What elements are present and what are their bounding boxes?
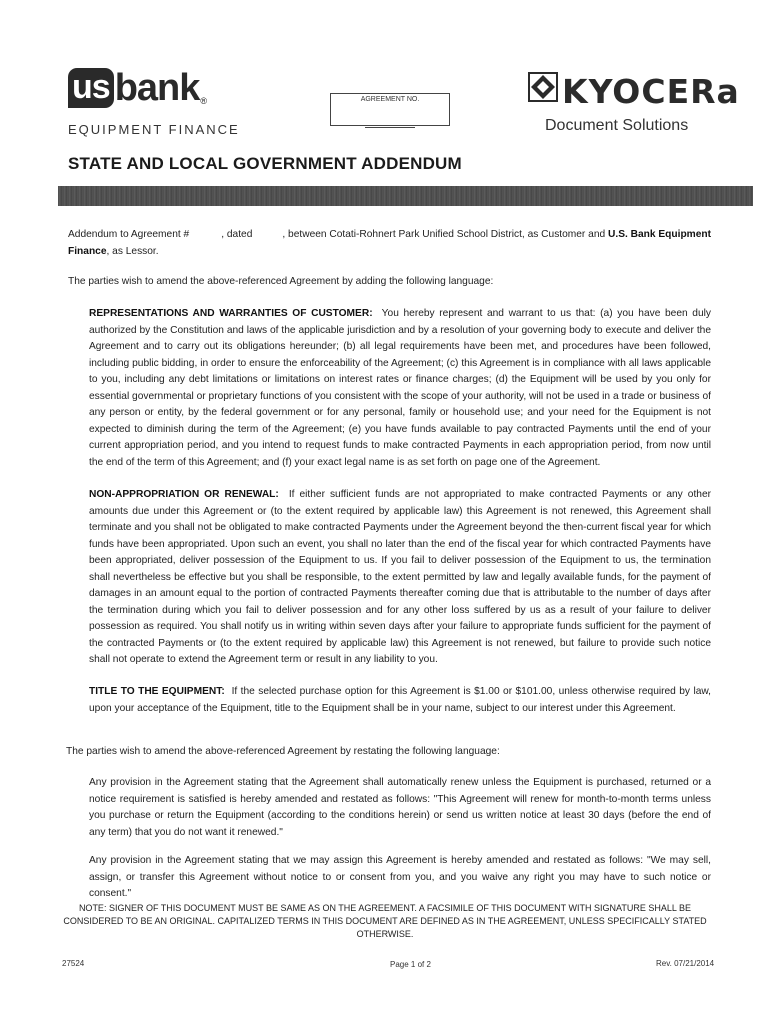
addendum-intro-paragraph xyxy=(68,227,711,260)
agreement-number-box xyxy=(330,93,450,126)
kyocera-logo xyxy=(528,72,740,112)
usbank-logo-us: us xyxy=(68,68,114,108)
non-appropriation-heading: NON-APPROPRIATION OR RENEWAL: xyxy=(89,489,279,500)
revision-date: Rev. 07/21/2014 xyxy=(656,959,715,968)
lessor-name: U.S. Bank Equipment Finance xyxy=(68,229,712,257)
addendum-text-a: Addendum to Agreement # xyxy=(68,229,190,240)
form-number: 27524 xyxy=(62,959,85,968)
title-equipment-heading: TITLE TO THE EQUIPMENT: xyxy=(89,686,225,697)
representations-text: You hereby represent and warrant to us that: (a) you have been duly authorized by the Constitution and laws of the applicable jurisdiction and by a resolution of your governing body to execute and deliver the Agreement and to carry out its obligations hereunder; (b) all legal requirements have been met, and procedures have been followed, including public bidding, in order to ensure the enforceability of the Agreement; (c) this Agreement is in compliance with all laws applicable to you, including any debt limitations or limitations on interest rates or finance charges; (d) the Equipment will be used by you only for essential governmental or proprietary functions of you consistent with the scope of your authority, will not be used in a trade or business of any person or entity, by the federal government or for any personal, family or household use; and your need for the Equipment is not expected to diminish during the term of the Agreement; (e) you have funds available to pay contracted Payments until the end of your current appropriation period, and you intend to request funds to make contracted Payments in each appropriation period, from now until the end of the term of this Agreement; and (f) your exact legal name is as set forth on page one of the Agreement. xyxy=(89,308,711,468)
page-number: Page 1 of 2 xyxy=(390,960,431,969)
usbank-logo xyxy=(68,68,207,108)
addendum-text-c: , between Cotati-Rohnert Park Unified School District, as Customer and xyxy=(282,229,608,240)
amend-restating-paragraph: The parties wish to amend the above-referenced Agreement by restating the following language: xyxy=(66,746,500,757)
representations-paragraph xyxy=(89,306,711,471)
kyocera-mark-icon xyxy=(528,72,558,107)
addendum-text-d: , as Lessor. xyxy=(106,245,159,257)
registered-mark: ® xyxy=(200,96,208,106)
representations-heading: REPRESENTATIONS AND WARRANTIES OF CUSTOMER: xyxy=(89,308,373,319)
non-appropriation-text: If either sufficient funds are not appropriated to make contracted Payments or any other amounts due under this Agreement or (to the extent required by applicable law) this Agreement is not renewed, this Agreement shall terminate and you shall not be obligated to make contracted Payments under the Agreement beyond the then-current fiscal year for which funds have been appropriated. Upon such an event, you shall no later than the end of the fiscal year for which contracted Payments have been appropriated, deliver possession of the Equipment to us. If you fail to deliver possession of the Equipment to us, the termination shall nevertheless be effective but you shall be responsible, to the extent permitted by law and legally available funds, for the payment of damages in an amount equal to the portion of contracted Payments thereafter coming due that is attributable to the number of days after the termination during which you fail to deliver possession and for any other loss suffered by us as a result of your failure to deliver possession as required. You shall notify us in writing within seven days after your failure to appropriate funds sufficient for the payment of the contracted Payments or (to the extent required by applicable law) this Agreement is not renewed, but failure to provide such notice shall not operate to extend the Agreement term or result in any liability to you. xyxy=(89,489,711,665)
usbank-logo-bank: bank xyxy=(114,67,200,109)
header-divider-band xyxy=(58,186,753,206)
assignment-provision-paragraph: Any provision in the Agreement stating that we may assign this Agreement is hereby amended and restated as follows: "We may sell, assign, or transfer this Agreement without notice to or consent from you, and you waive any right you may have to such notice or consent." xyxy=(89,855,711,899)
renewal-provision-paragraph: Any provision in the Agreement stating that the Agreement shall automatically renew unless the Equipment is purchased, returned or a notice requirement is satisfied is hereby amended and restated as follows: "This Agreement will renew for month-to-month terms unless you purchase or return the Equipment (according to the conditions herein) or send us written notice at least 30 days (before the end of any term) that you do not want it renewed." xyxy=(89,777,711,838)
document-solutions-label: Document Solutions xyxy=(545,117,689,134)
title-equipment-text: If the selected purchase option for this Agreement is $1.00 or $101.00, unless otherwise required by law, upon your acceptance of the Equipment, title to the Equipment shall be in your name, subject to our interest under this Agreement. xyxy=(89,686,711,714)
non-appropriation-paragraph xyxy=(89,487,711,669)
kyocera-wordmark: KYOCERa xyxy=(562,72,740,111)
addendum-text-b: , dated xyxy=(221,229,253,240)
amend-adding-paragraph: The parties wish to amend the above-referenced Agreement by adding the following language: xyxy=(68,276,494,287)
agreement-number-label: AGREEMENT NO. xyxy=(360,96,420,103)
document-title: STATE AND LOCAL GOVERNMENT ADDENDUM xyxy=(68,154,462,173)
signature-note: NOTE: SIGNER OF THIS DOCUMENT MUST BE SAME AS ON THE AGREEMENT. A FACSIMILE OF THIS DOCUMENT WITH SIGNATURE SHALL BE CONSIDERED TO BE AN ORIGINAL. CAPITALIZED TERMS IN THIS DOCUMENT ARE DEFINED AS IN THE AGREEMENT, UNLESS SPECIFICALLY STATED OTHERWISE. xyxy=(63,903,707,939)
title-equipment-paragraph xyxy=(89,684,711,717)
equipment-finance-label: EQUIPMENT FINANCE xyxy=(68,122,240,137)
agreement-number-line xyxy=(365,127,415,128)
